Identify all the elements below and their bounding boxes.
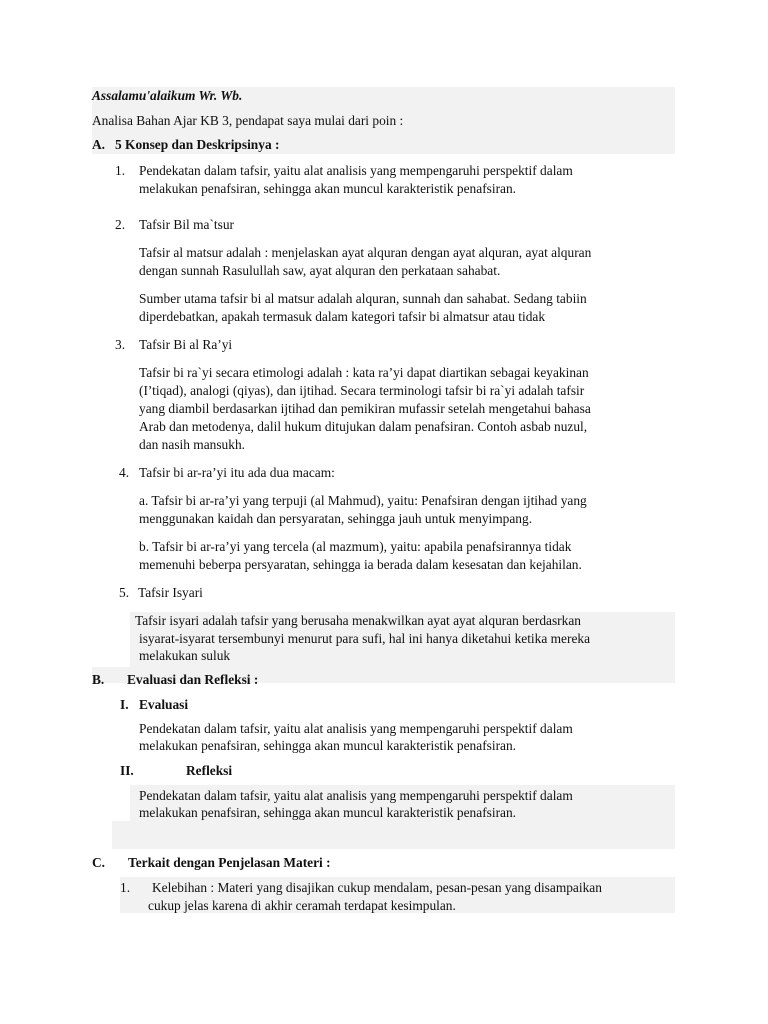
paragraph-line: yang diambil berdasarkan ijtihad dan pemikiran mufassir setelah mengetahui bahasa [139,401,591,416]
list-item-title: Tafsir Bil ma`tsur [139,217,235,232]
section-a-marker: A. [92,137,106,152]
paragraph-line: isyarat-isyarat tersembunyi menurut para sufi, hal ini hanya diketahui ketika mereka [139,631,591,646]
paragraph-line: Tafsir bi ra`yi secara etimologi adalah : kata ra’yi dapat diartikan sebagai keyakinan [139,365,589,380]
paragraph-line: Pendekatan dalam tafsir, yaitu alat analisis yang mempengaruhi perspektif dalam [139,788,573,803]
list-number: I. [120,697,129,712]
list-number: 5. [119,585,130,600]
list-number: 1. [120,880,131,895]
paragraph-line: a. Tafsir bi ar-ra’yi yang terpuji (al Mahmud), yaitu: Penafsiran dengan ijtihad yang [139,493,587,508]
list-item-title: Evaluasi [139,697,189,712]
section-c-marker: C. [92,855,106,870]
list-number: 1. [115,163,126,178]
list-number: 3. [115,337,126,352]
paragraph-line: memenuhi beberpa persyaratan, sehingga ia berada dalam kesesatan dan kejahilan. [139,557,582,572]
paragraph-line: b. Tafsir bi ar-ra’yi yang tercela (al mazmum), yaitu: apabila penafsirannya tidak [139,539,572,554]
paragraph-line: melakukan penafsiran, sehingga akan muncul karakteristik penafsiran. [139,805,517,820]
paragraph-line: Arab dan metodenya, dalil hukum ditujukan dalam penafsiran. Contoh asbab nuzul, [139,419,588,434]
paragraph-line: melakukan suluk [139,648,231,663]
highlight-empty-line [112,821,675,849]
list-item-title: Tafsir Isyari [138,585,203,600]
paragraph-line: Pendekatan dalam tafsir, yaitu alat analisis yang mempengaruhi perspektif dalam [139,721,573,736]
paragraph-line: Tafsir isyari adalah tafsir yang berusaha menakwilkan ayat ayat alquran berdasrkan [135,613,581,628]
paragraph-line: Tafsir al matsur adalah : menjelaskan ayat alquran dengan ayat alquran, ayat alquran [139,245,592,260]
list-item-title: Refleksi [186,763,233,778]
section-c-heading: Terkait dengan Penjelasan Materi : [128,855,331,870]
paragraph-line: (I’tiqad), analogi (qiyas), dan ijtihad. Secara terminologi tafsir bi ra`yi adalah tafsir [139,383,585,398]
paragraph-line: melakukan penafsiran, sehingga akan muncul karakteristik penafsiran. [139,181,517,196]
paragraph-line: Pendekatan dalam tafsir, yaitu alat analisis yang mempengaruhi perspektif dalam [139,163,573,178]
paragraph-line: diperdebatkan, apakah termasuk dalam kategori tafsir bi almatsur atau tidak [139,309,546,324]
list-number: 2. [115,217,126,232]
section-b-marker: B. [92,672,105,687]
paragraph-line: cukup jelas karena di akhir ceramah terdapat kesimpulan. [148,898,456,913]
paragraph-line: dan nasih mansukh. [139,437,245,452]
list-number: II. [120,763,134,778]
section-a-heading: 5 Konsep dan Deskripsinya : [115,137,280,152]
paragraph-line: Kelebihan : Materi yang disajikan cukup mendalam, pesan-pesan yang disampaikan [152,880,602,895]
section-b-heading: Evaluasi dan Refleksi : [127,672,259,687]
paragraph-line: menggunakan kaidah dan persyaratan, sehingga jauh untuk menyimpang. [139,511,533,526]
list-item-title: Tafsir Bi al Ra’yi [139,337,233,352]
paragraph-line: Sumber utama tafsir bi al matsur adalah alquran, sunnah dan sahabat. Sedang tabiin [139,291,587,306]
list-number: 4. [119,465,130,480]
intro-text: Analisa Bahan Ajar KB 3, pendapat saya mulai dari poin : [92,113,404,128]
paragraph-line: melakukan penafsiran, sehingga akan muncul karakteristik penafsiran. [139,738,517,753]
paragraph-line: dengan sunnah Rasulullah saw, ayat alquran den perkataan sahabat. [139,263,501,278]
list-item-title: Tafsir bi ar-ra’yi itu ada dua macam: [139,465,335,480]
greeting: Assalamu'alaikum Wr. Wb. [92,88,243,103]
